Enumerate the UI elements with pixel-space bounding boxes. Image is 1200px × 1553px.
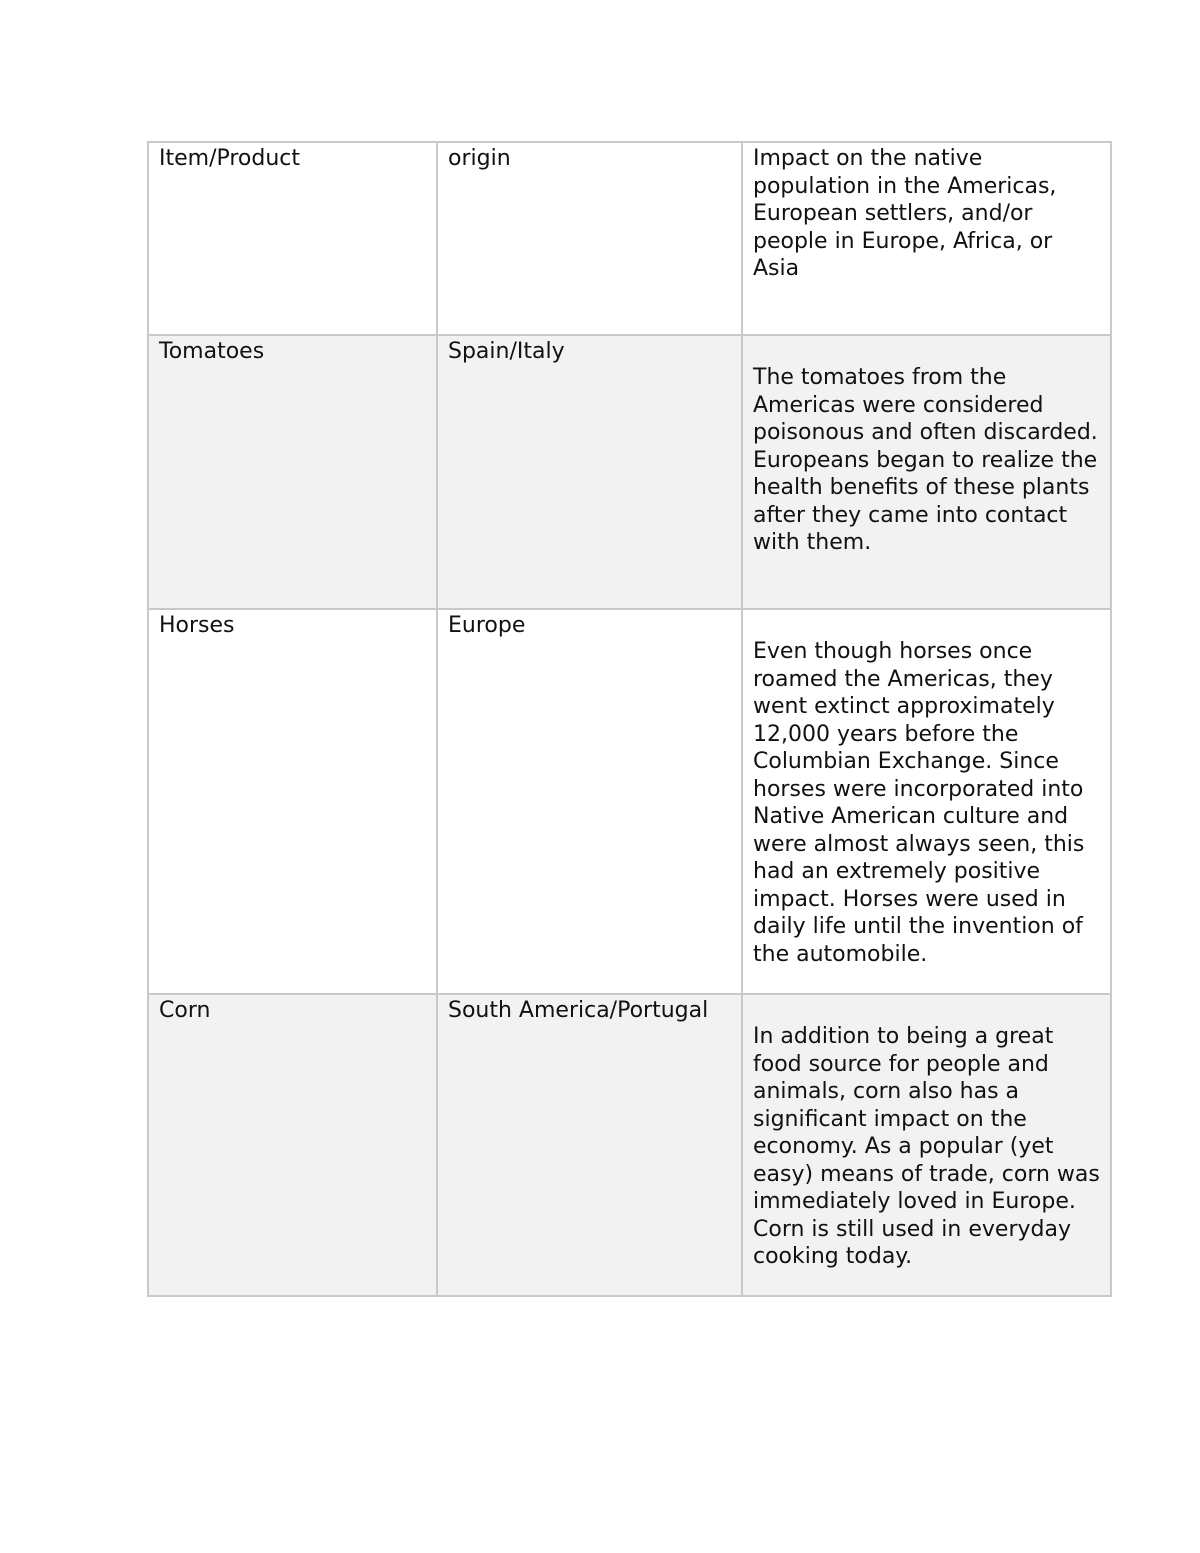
item-name: Corn: [159, 998, 211, 1023]
header-item-cell: [148, 142, 437, 335]
origin-cell: [437, 994, 742, 1296]
item-impact: In addition to being a great food source for people and animals, corn also has a significant impact on the economy. As a popular (yet easy) means of trade, corn was immediately loved in Europe. Corn is still used in everyday cooking today.: [753, 1024, 1100, 1269]
header-impact-label: Impact on the native population in the Americas, European settlers, and/or people in Europe, Africa, or Asia: [753, 146, 1057, 281]
header-origin-cell: [437, 142, 742, 335]
item-origin: Europe: [448, 613, 526, 638]
header-origin-label: origin: [448, 146, 511, 171]
item-cell: [148, 609, 437, 994]
origin-cell: [437, 335, 742, 609]
impact-cell: [742, 335, 1111, 609]
header-impact-cell: [742, 142, 1111, 335]
table-row: [148, 994, 1111, 1296]
origin-cell: [437, 609, 742, 994]
item-cell: [148, 994, 437, 1296]
table-header-row: [148, 142, 1111, 335]
header-item-label: Item/Product: [159, 146, 301, 171]
impact-cell: [742, 994, 1111, 1296]
table-row: [148, 609, 1111, 994]
table-row: [148, 335, 1111, 609]
columbian-exchange-table: [147, 141, 1112, 1297]
item-name: Tomatoes: [159, 339, 265, 364]
item-name: Horses: [159, 613, 235, 638]
item-origin: South America/Portugal: [448, 998, 709, 1023]
item-origin: Spain/Italy: [448, 339, 565, 364]
item-impact: Even though horses once roamed the Americas, they went extinct approximately 12,000 years before the Columbian Exchange. Since horses were incorporated into Native American culture and were almost always seen, this had an extremely positive impact. Horses were used in daily life until the invention of the automobile.: [753, 639, 1085, 967]
item-impact: The tomatoes from the Americas were considered poisonous and often discarded. Europeans began to realize the health benefits of these plants after they came into contact with them.: [753, 365, 1098, 555]
item-cell: [148, 335, 437, 609]
impact-cell: [742, 609, 1111, 994]
